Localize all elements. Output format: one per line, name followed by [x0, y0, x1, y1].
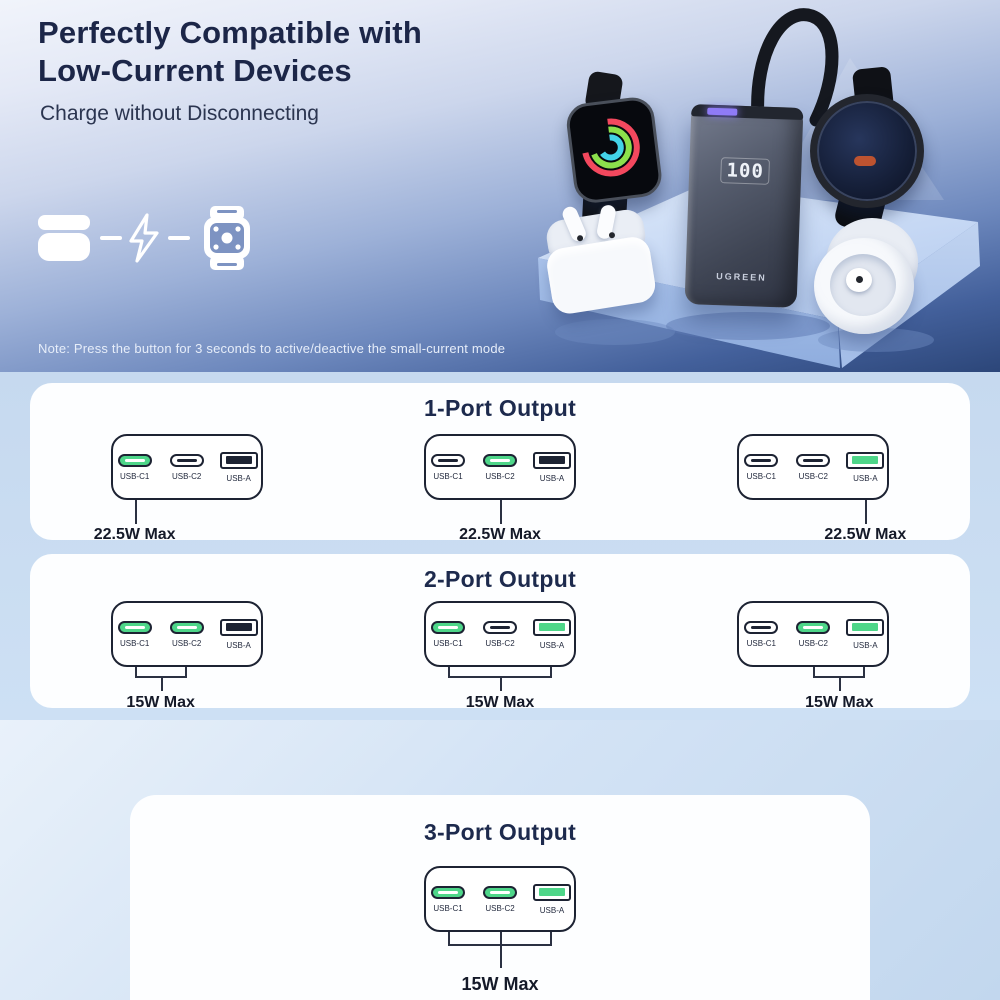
section-3-port-output	[130, 795, 870, 1000]
usb-a-label: USB-A	[853, 640, 878, 650]
section-1-port-output	[30, 383, 970, 543]
usb-a-label: USB-A	[226, 473, 251, 483]
hero-section	[0, 0, 1000, 372]
usb-c2-port	[796, 454, 830, 467]
connector-stem	[161, 678, 163, 691]
usb-c2-label: USB-C2	[485, 903, 515, 913]
round-earbuds-image	[812, 224, 932, 340]
port-diagram-c1-c2-active	[30, 601, 343, 715]
wattage-label: 22.5W Max	[459, 526, 541, 543]
powerbank-battery-display: 100	[720, 157, 770, 185]
smartwatch-icon	[204, 206, 250, 270]
wattage-label: 15W Max	[465, 694, 535, 711]
usb-a-port	[846, 452, 884, 469]
powerbank-lit-port	[707, 108, 737, 116]
lightning-bolt-icon	[131, 215, 157, 261]
port-diagram-all-active	[130, 866, 870, 1000]
usb-c2-label: USB-C2	[798, 471, 828, 481]
watch-face-accent	[854, 156, 876, 166]
powerbank-ports-face	[424, 601, 576, 667]
usb-c2-port	[796, 621, 830, 634]
powerbank-ports-face	[424, 866, 576, 932]
connector-bracket	[135, 667, 187, 678]
section-title: 2-Port Output	[423, 566, 577, 592]
powerbank-ports-face	[424, 434, 576, 500]
hero-note: Note: Press the button for 3 seconds to active/deactive the small-current mode	[38, 341, 506, 356]
usb-c1-port	[744, 621, 778, 634]
section-2-port-output	[30, 554, 970, 711]
bottom-section	[0, 720, 1000, 1000]
usb-c2-label: USB-C2	[171, 471, 202, 481]
powerbank-ports-face	[111, 601, 263, 667]
usb-a-port	[533, 452, 571, 469]
port-diagram-c1-a-active	[343, 601, 656, 715]
usb-a-label: USB-A	[226, 640, 251, 650]
wattage-label: 15W Max	[126, 694, 195, 711]
usb-a-label: USB-A	[539, 473, 565, 483]
usb-a-port	[533, 884, 571, 901]
usb-c1-port	[118, 454, 152, 467]
usb-c1-port	[431, 886, 465, 899]
usb-c2-label: USB-C2	[485, 471, 515, 481]
powerbank-ports-face	[111, 434, 263, 500]
page-subtitle: Charge without Disconnecting	[40, 102, 319, 125]
powerbank-ports-face	[737, 601, 889, 667]
wattage-label: 22.5W Max	[93, 526, 176, 543]
connector-line	[500, 500, 502, 524]
connector-bracket	[448, 667, 552, 678]
usb-c2-port	[483, 886, 517, 899]
usb-a-port	[220, 619, 258, 636]
usb-c1-port	[431, 454, 465, 467]
powerbank-brand-logo: UGREEN	[716, 271, 767, 283]
connector-stem	[839, 678, 841, 691]
earbuds-case-icon	[38, 215, 90, 261]
usb-a-label: USB-A	[853, 473, 878, 483]
usb-c1-label: USB-C1	[746, 471, 776, 481]
wattage-label: 22.5W Max	[824, 526, 907, 543]
usb-c1-port	[744, 454, 778, 467]
usb-c1-label: USB-C1	[433, 471, 463, 481]
page-title	[38, 14, 422, 90]
dash-connector	[168, 236, 190, 240]
earbud-tip	[856, 276, 863, 283]
connector-line	[865, 500, 867, 524]
usb-c2-label: USB-C2	[171, 638, 202, 648]
usb-c1-port	[431, 621, 465, 634]
usb-c2-port	[170, 454, 204, 467]
usb-c1-label: USB-C1	[119, 638, 150, 648]
usb-a-label: USB-A	[539, 640, 565, 650]
usb-a-port	[533, 619, 571, 636]
usb-c2-label: USB-C2	[485, 638, 515, 648]
powerbank-ports-face	[737, 434, 889, 500]
page-title-line1: Perfectly Compatible with	[38, 15, 422, 50]
section-title: 1-Port Output	[423, 395, 577, 421]
usb-a-port	[846, 619, 884, 636]
usb-c1-label: USB-C1	[119, 471, 150, 481]
port-diagram-c2-a-active	[657, 601, 970, 715]
usb-c2-port	[483, 621, 517, 634]
wattage-label: 15W Max	[461, 974, 539, 994]
powerbank-image	[685, 104, 804, 308]
usb-c1-label: USB-C1	[433, 638, 463, 648]
watch-face	[810, 94, 924, 208]
connector-line	[135, 500, 137, 524]
usb-c2-port	[483, 454, 517, 467]
watch-screen	[564, 95, 664, 205]
connector-bracket	[813, 667, 865, 678]
connector-stem	[500, 678, 502, 691]
output-sections	[0, 372, 1000, 720]
port-diagram-c1-active	[30, 434, 343, 548]
usb-c1-label: USB-C1	[433, 903, 463, 913]
port-diagram-a-active	[657, 434, 970, 548]
connector-stem	[500, 932, 502, 968]
page-title-line2: Low-Current Devices	[38, 53, 352, 89]
product-photo	[520, 0, 1000, 372]
usb-c1-port	[118, 621, 152, 634]
usb-a-label: USB-A	[539, 905, 565, 915]
device-charge-chain	[34, 202, 259, 279]
section-title: 3-Port Output	[423, 819, 577, 845]
usb-c1-label: USB-C1	[746, 638, 776, 648]
dash-connector	[100, 236, 122, 240]
wattage-label: 15W Max	[805, 694, 874, 711]
airpods-case-image	[539, 200, 666, 336]
usb-c2-label: USB-C2	[798, 638, 828, 648]
usb-a-port	[220, 452, 258, 469]
usb-c2-port	[170, 621, 204, 634]
round-smartwatch-image	[802, 70, 934, 230]
port-diagram-c2-active	[343, 434, 656, 548]
